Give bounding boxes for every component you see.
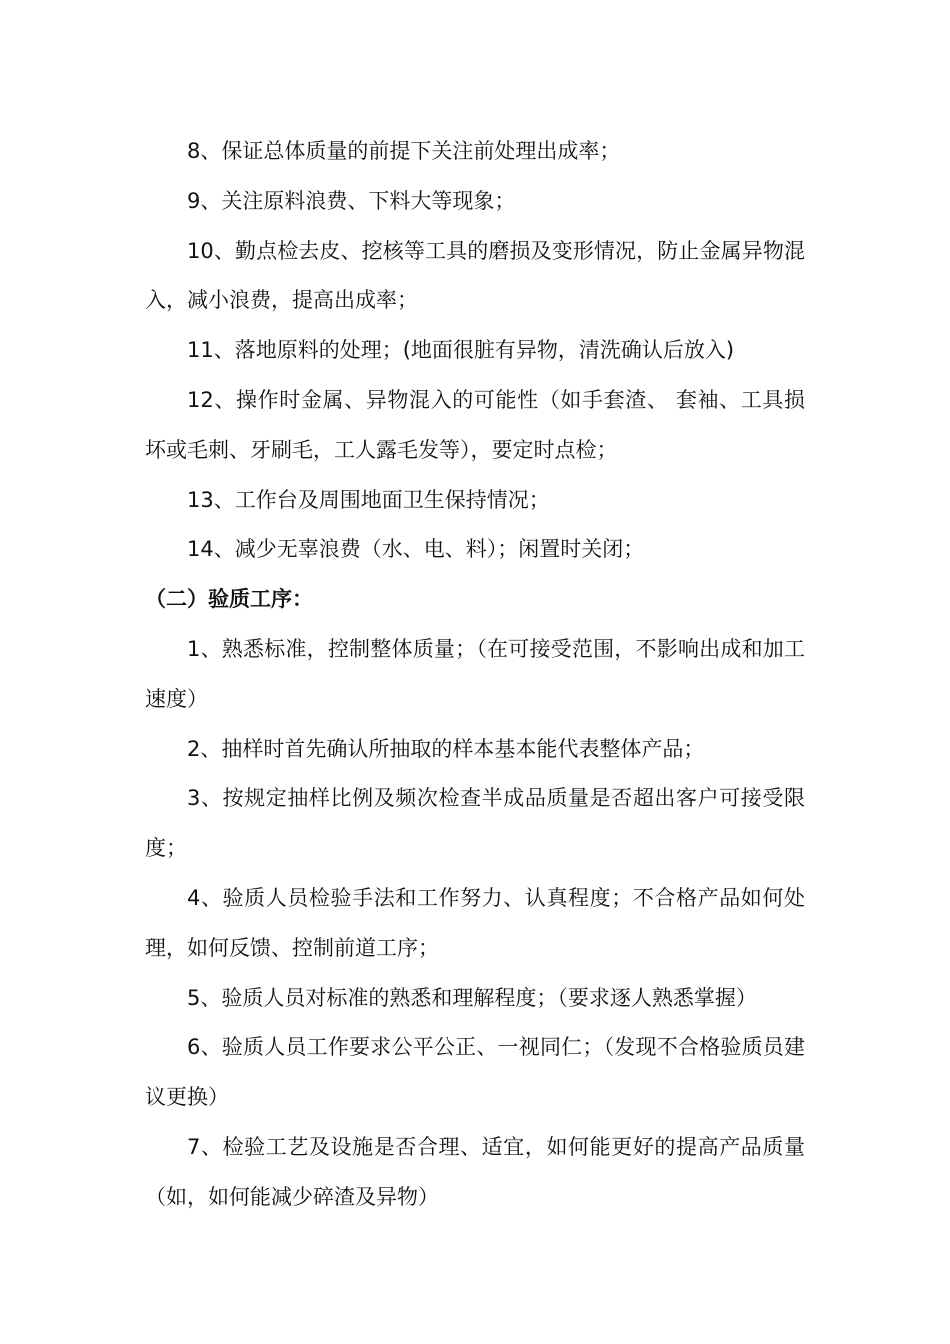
list-item: 1、熟悉标准，控制整体质量；（在可接受范围，不影响出成和加工速度） <box>145 636 805 711</box>
list-item: 5、验质人员对标准的熟悉和理解程度；（要求逐人熟悉掌握） <box>187 985 757 1010</box>
list-item: 11、落地原料的处理；(地面很脏有异物，清洗确认后放入) <box>187 338 735 363</box>
list-item: 12、操作时金属、异物混入的可能性（如手套渣、 套袖、工具损坏或毛刺、牙刷毛，工人露毛发等），要定时点检； <box>145 387 805 462</box>
list-item: 2、抽样时首先确认所抽取的样本基本能代表整体产品； <box>187 736 705 761</box>
list-item: 8、保证总体质量的前提下关注前处理出成率； <box>187 139 621 163</box>
list-item: 13、工作台及周围地面卫生保持情况； <box>187 487 550 512</box>
list-item: 9、关注原料浪费、下料大等现象； <box>187 188 516 213</box>
list-item: 14、减少无辜浪费（水、电、料）；闲置时关闭； <box>187 537 645 562</box>
list-item: 3、按规定抽样比例及频次检查半成品质量是否超出客户可接受限度； <box>145 786 805 861</box>
list-item: 10、勤点检去皮、挖核等工具的磨损及变形情况，防止金属异物混入，减小浪费，提高出成率； <box>145 238 805 313</box>
list-item: 4、验质人员检验手法和工作努力、认真程度；不合格产品如何处理，如何反馈、控制前道工序； <box>145 885 805 960</box>
section-heading: （二）验质工序： <box>145 587 313 612</box>
document-body <box>145 127 805 1223</box>
list-item: 6、验质人员工作要求公平公正、一视同仁；（发现不合格验质员建议更换） <box>145 1035 805 1110</box>
list-item: 7、检验工艺及设施是否合理、适宜，如何能更好的提高产品质量（如，如何能减少碎渣及异物） <box>145 1134 805 1209</box>
